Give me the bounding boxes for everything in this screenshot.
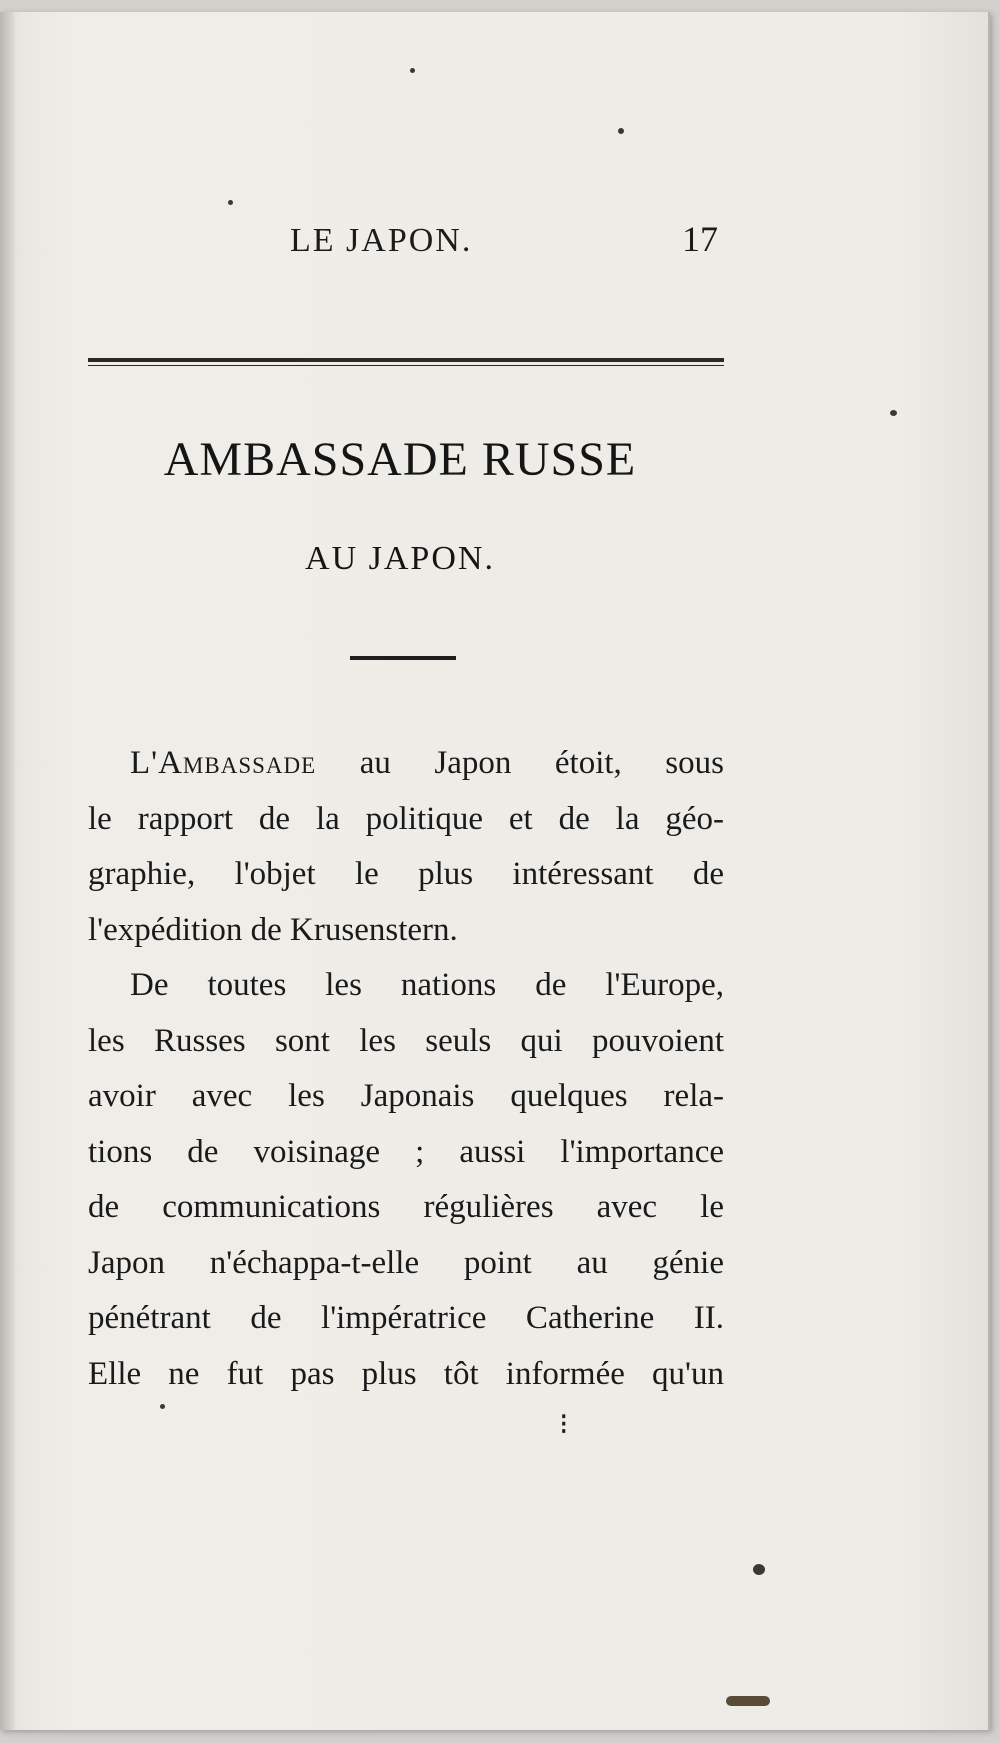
text-line: les Russes sont les seuls qui pouvoient <box>88 1022 724 1059</box>
page-gutter <box>0 12 14 1730</box>
paper-speck <box>228 200 233 205</box>
page-number: 17 <box>682 219 718 259</box>
text-line: l'expédition de Krusenstern. <box>88 911 458 948</box>
text-line: le rapport de la politique et de la géo- <box>88 800 724 837</box>
paper-speck <box>160 1404 165 1409</box>
title-rule <box>350 656 456 660</box>
chapter-subtitle: AU JAPON. <box>305 540 495 577</box>
text-line: Elle ne fut pas plus tôt informée qu'un <box>88 1355 724 1392</box>
paper-speck <box>410 68 415 73</box>
text-line: avoir avec les Japonais quelques rela- <box>88 1078 724 1114</box>
lead-smallcaps: L'Ambassade <box>130 745 317 781</box>
text-line: L'Ambassade au Japon étoit, sous <box>130 745 724 781</box>
paper-speck <box>618 128 624 134</box>
running-head: LE JAPON. <box>290 222 473 259</box>
signature-mark: ⁝ <box>559 1408 569 1441</box>
text-line: De toutes les nations de l'Europe, <box>130 967 724 1003</box>
chapter-title: AMBASSADE RUSSE <box>163 433 637 486</box>
header-double-rule <box>88 358 724 366</box>
text-line: pénétrant de l'impératrice Catherine II. <box>88 1300 724 1336</box>
book-page <box>0 12 990 1730</box>
paper-speck <box>726 1696 770 1706</box>
text-line: Japon n'échappa-t-elle point au génie <box>88 1244 724 1281</box>
text-line: tions de voisinage ; aussi l'importance <box>88 1133 724 1170</box>
paper-speck <box>890 410 897 416</box>
page-header <box>0 219 988 262</box>
text-line: graphie, l'objet le plus intéressant de <box>88 856 724 892</box>
body-text <box>88 736 724 1402</box>
text-line: de communications régulières avec le <box>88 1189 724 1225</box>
paper-speck <box>753 1564 765 1575</box>
